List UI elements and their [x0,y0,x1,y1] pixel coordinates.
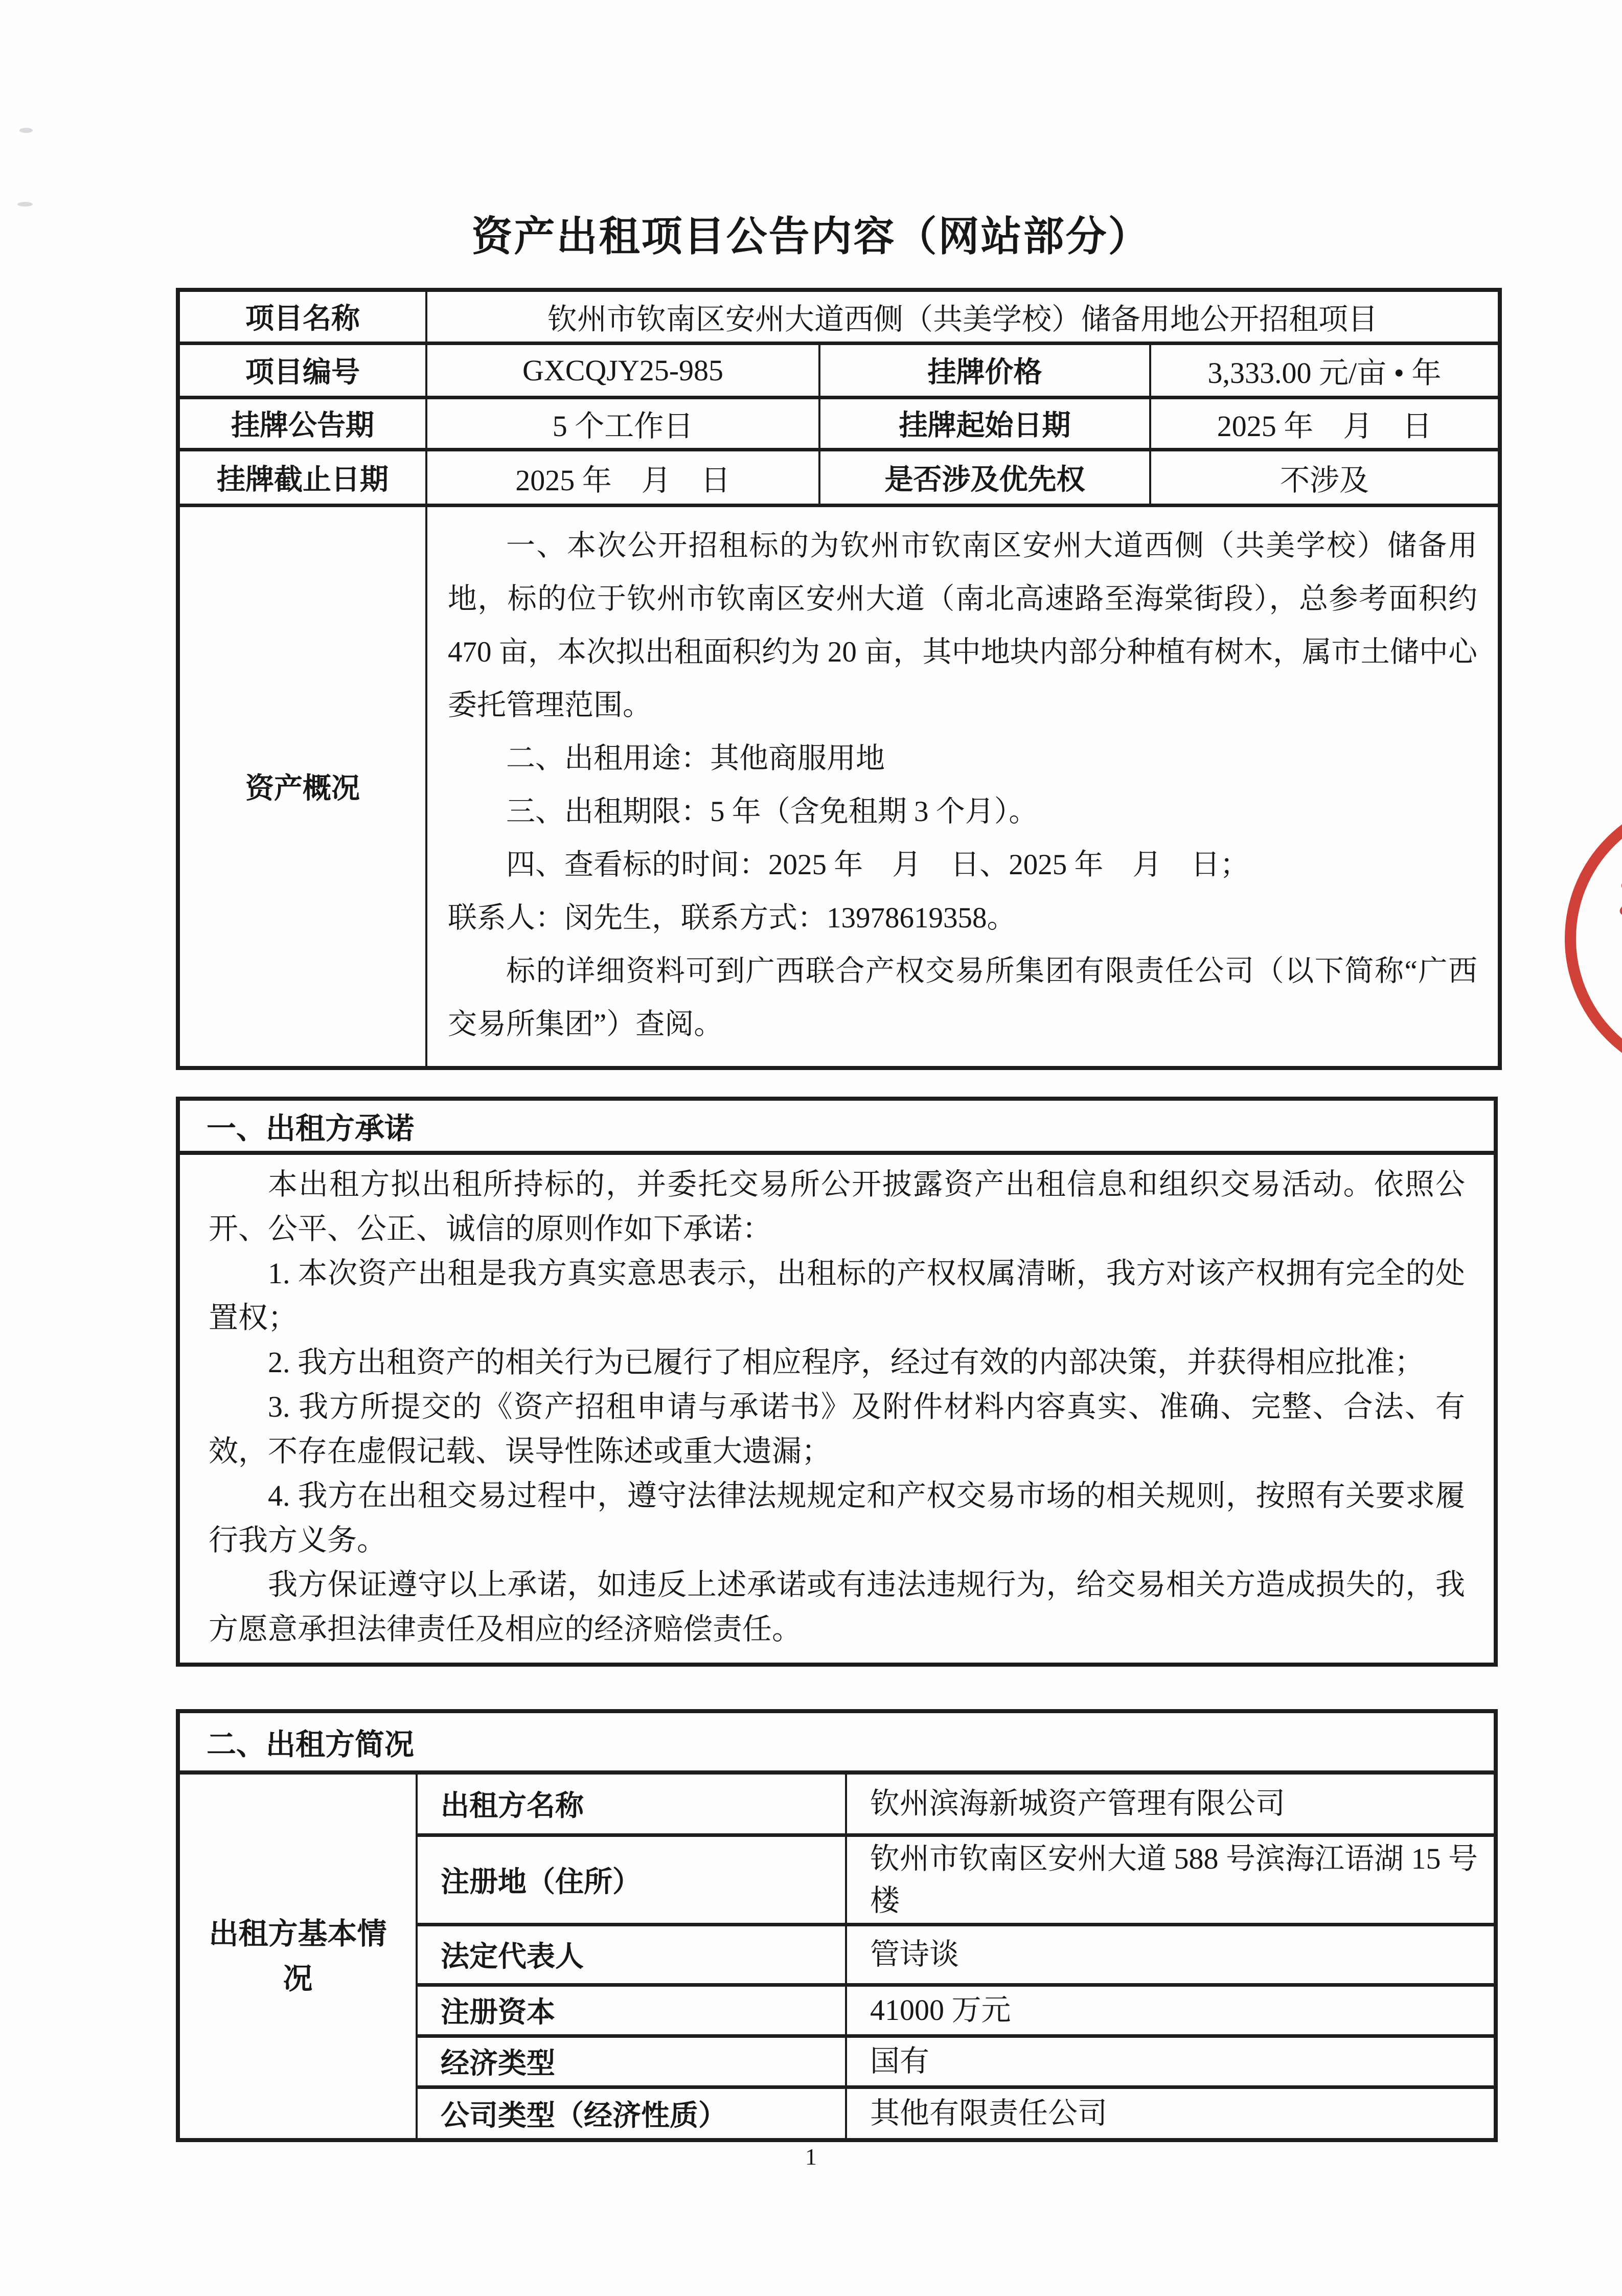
asset-overview-paragraph: 三、出租期限：5 年（含免租期 3 个月）。 [506,795,1038,828]
registered-capital-label: 注册资本 [417,1985,846,2036]
notice-period-value: 5 个工作日 [426,397,819,449]
lessor-group-label: 出租方基本情况 [180,1775,417,2138]
asset-overview-cell [426,505,1500,1068]
page-number: 1 [805,2144,817,2170]
project-code-value: GXCQJY25-985 [426,343,819,397]
priority-right-label: 是否涉及优先权 [819,449,1150,505]
listing-start-date-label: 挂牌起始日期 [819,397,1150,449]
company-type-value: 其他有限责任公司 [846,2087,1494,2138]
registered-address-value: 钦州市钦南区安州大道 588 号滨海江语湖 15 号楼 [846,1835,1494,1924]
legal-representative-value: 管诗谈 [846,1924,1494,1985]
listing-start-date-value: 2025 年 月 日 [1150,397,1500,449]
project-code-label: 项目编号 [178,343,426,397]
economic-type-label: 经济类型 [417,2036,846,2087]
official-seal-stamp [1554,781,1622,1098]
asset-overview-paragraph: 标的详细资料可到广西联合产权交易所集团有限责任公司（以下简称“广西交易所集团”）查阅。 [448,954,1478,1040]
lessor-commitment-section [176,1097,1498,1667]
lessor-profile-table [180,1775,1494,2138]
commitment-paragraph: 我方保证遵守以上承诺，如违反上述承诺或有违法违规行为，给交易相关方造成损失的，我方愿意承担法律责任及相应的经济赔偿责任。 [209,1568,1465,1646]
legal-representative-label: 法定代表人 [417,1924,846,1985]
notice-period-label: 挂牌公告期 [178,397,426,449]
asset-overview-paragraph: 联系人：闵先生，联系方式：13978619358。 [448,901,1016,934]
commitment-paragraph: 1. 本次资产出租是我方真实意思表示，出租标的产权权属清晰，我方对该产权拥有完全的处置权； [209,1257,1465,1334]
lessor-profile-section [176,1709,1498,2142]
asset-overview-label: 资产概况 [178,505,426,1068]
commitment-paragraph: 2. 我方出租资产的相关行为已履行了相应程序，经过有效的内部决策，并获得相应批准； [268,1346,1425,1379]
priority-right-value: 不涉及 [1150,449,1500,505]
scan-artifact [19,128,33,133]
lessor-name-label: 出租方名称 [417,1775,846,1835]
economic-type-value: 国有 [846,2036,1494,2087]
company-type-label: 公司类型（经济性质） [417,2087,846,2138]
project-name-label: 项目名称 [178,290,426,343]
commitment-paragraph: 3. 我方所提交的《资产招租申请与承诺书》及附件材料内容真实、准确、完整、合法、有效，不存在虚假记载、误导性陈述或重大遗漏； [209,1390,1465,1468]
registered-address-label: 注册地（住所） [417,1835,846,1924]
commitment-paragraph: 4. 我方在出租交易过程中，遵守法律法规规定和产权交易市场的相关规则，按照有关要求履行我方义务。 [209,1479,1465,1557]
project-info-table [176,288,1502,1070]
lessor-name-value: 钦州滨海新城资产管理有限公司 [846,1775,1494,1835]
asset-overview-paragraph: 二、出租用途：其他商服用地 [506,742,885,775]
listing-end-date-value: 2025 年 月 日 [426,449,819,505]
registered-capital-value: 41000 万元 [846,1985,1494,2036]
commitment-body [180,1155,1494,1663]
lessor-profile-heading: 二、出租方简况 [180,1713,1494,1775]
listing-price-value: 3,333.00 元/亩 • 年 [1150,343,1500,397]
listing-end-date-label: 挂牌截止日期 [178,449,426,505]
asset-overview-paragraph: 四、查看标的时间：2025 年 月 日、2025 年 月 日； [506,848,1249,881]
listing-price-label: 挂牌价格 [819,343,1150,397]
asset-overview-paragraph: 一、本次公开招租标的为钦州市钦南区安州大道西侧（共美学校）储备用地，标的位于钦州市钦南区安州大道（南北高速路至海棠街段），总参考面积约 470 亩，本次拟出租面积约为 20 亩，其中地块内部分种植有树木，属市土储中心委托管理范围。 [448,529,1478,721]
project-name-value: 钦州市钦南区安州大道西侧（共美学校）储备用地公开招租项目 [426,290,1500,343]
commitment-heading: 一、出租方承诺 [180,1101,1494,1155]
page-title: 资产出租项目公告内容（网站部分） [471,214,1151,259]
commitment-paragraph: 本出租方拟出租所持标的，并委托交易所公开披露资产出租信息和组织交易活动。依照公开、公平、公正、诚信的原则作如下承诺： [209,1168,1465,1245]
